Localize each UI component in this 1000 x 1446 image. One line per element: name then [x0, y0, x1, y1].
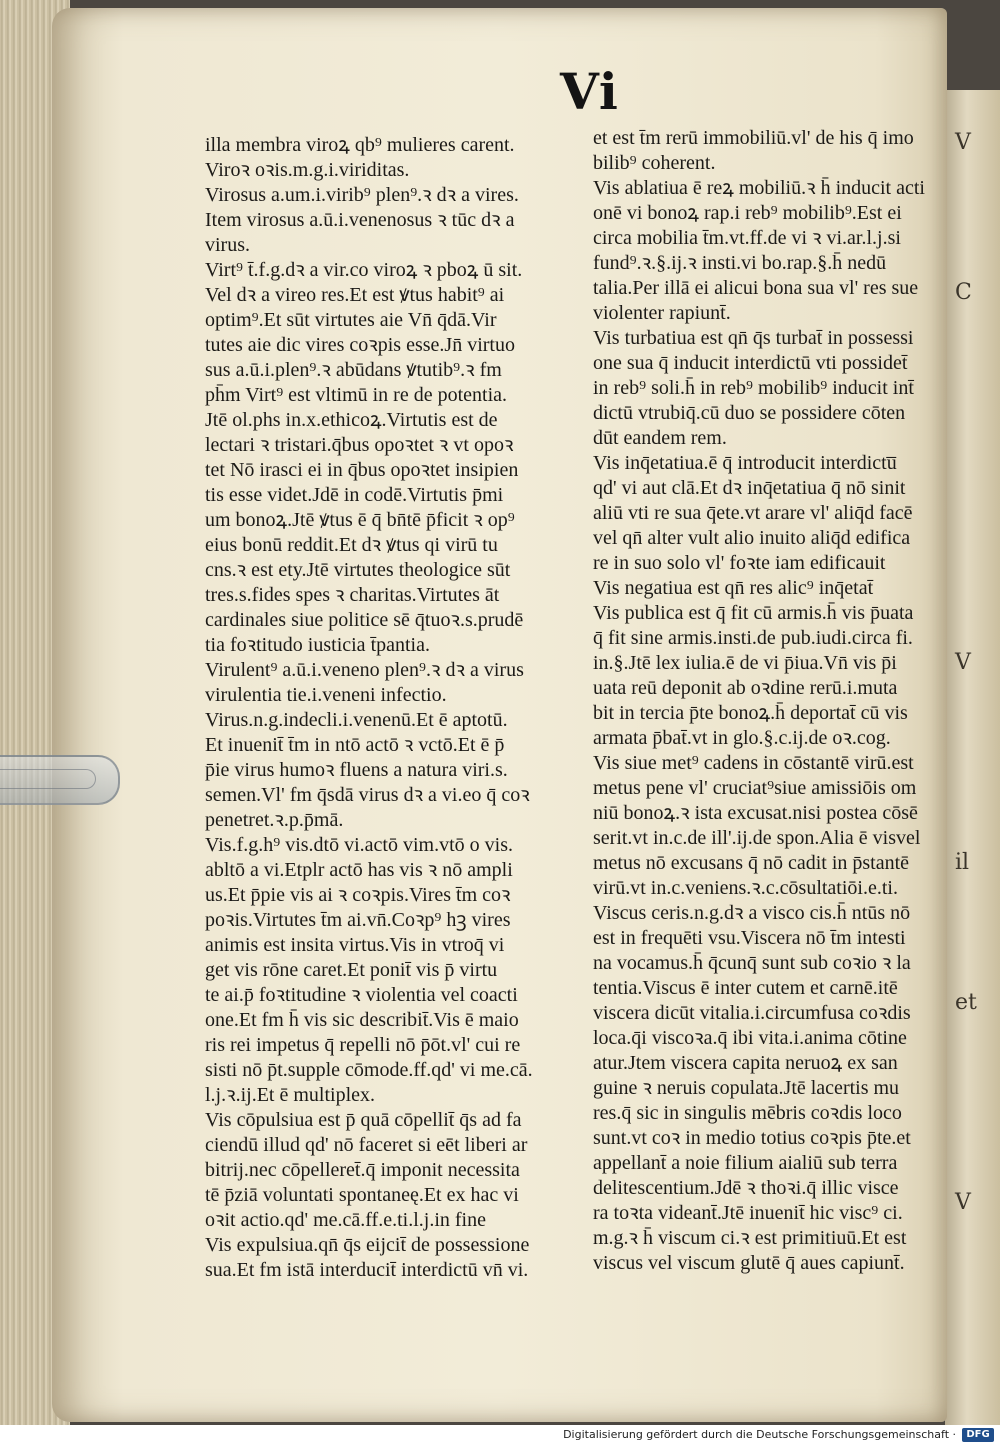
text-line: eius bonū reddit.Et dꝛ ꝟtus qi virū tu — [205, 534, 498, 556]
text-line: Item virosus a.ū.i.venenosus ꝛ tūc dꝛ a — [205, 209, 515, 231]
text-line: viscera dicūt vitalia.i.circumfusa coꝛdis — [593, 1002, 911, 1024]
ghost-letter: V — [955, 130, 971, 155]
text-line: one sua q̄ inducit interdictū vti possidet̄ — [593, 352, 908, 374]
text-line: tē p̄ziā voluntati spontaneę.Et ex hac vi — [205, 1184, 519, 1206]
text-line: guine ꝛ neruis copulata.Jtē lacertis mu — [593, 1077, 900, 1099]
text-line: tres.s.fides spes ꝛ charitas.Virtutes āt — [205, 584, 500, 606]
text-line: penetret.ꝛ.p.p̄mā. — [205, 809, 344, 831]
text-line: Vis siue met⁹ cadens in cōstantē virū.est — [593, 752, 914, 774]
text-line: Jtē ol.phs in.x.ethicoꝝ.Virtutis est de — [205, 409, 498, 431]
text-line: p̄ie virus humoꝛ fluens a natura viri.s. — [205, 759, 508, 781]
text-line: tutes aie dic vires coꝛpis esse.Jn̄ virtuo — [205, 334, 515, 356]
text-line: Vis publica est q̄ fit cū armis.h̄ vis p̄uata — [593, 602, 914, 624]
text-line: us.Et p̄pie vis ai ꝛ coꝛpis.Vires t̄m coꝛ — [205, 884, 511, 906]
text-line: bitrij.nec cōpelleret̄.q̄ imponit necessita — [205, 1159, 520, 1181]
text-line: bilib⁹ coherent. — [593, 152, 716, 174]
text-line: Vis turbatiua est qn̄ q̄s turbat̄ in possessi — [593, 327, 914, 349]
text-line: ciendū illud qd' nō faceret si eēt liberi ar — [205, 1134, 528, 1156]
text-line: ph̄m Virt⁹ est vltimū in re de potentia. — [205, 384, 508, 406]
text-line: qd' vi aut clā.Et dꝛ inq̄etatiua q̄ nō sinit — [593, 477, 906, 499]
text-line: fund⁹.ꝛ.§.ij.ꝛ insti.vi bo.rap.§.h̄ nedū — [593, 252, 887, 274]
text-line: re in suo solo vl' foꝛte iam edificauit — [593, 552, 886, 574]
right-column — [593, 126, 938, 1276]
text-line: loca.q̄i viscoꝛa.q̄ ibi vita.i.anima cōtine — [593, 1027, 907, 1049]
text-line: m.g.ꝛ h̄ viscum ci.ꝛ est primitiuū.Et est — [593, 1227, 907, 1249]
text-line: Vis.f.g.h⁹ vis.dtō vi.actō vim.vtō o vis. — [205, 834, 513, 856]
text-line: Viroꝛ oꝛis.m.g.i.viriditas. — [205, 159, 410, 181]
ghost-letter: et — [955, 990, 977, 1015]
text-line: tet Nō irasci ei in q̄bus opoꝛtet insipien — [205, 459, 519, 481]
text-line: virulentia tie.i.veneni infectio. — [205, 684, 447, 706]
text-line: dictū vtrubiq̄.cū duo se possidere cōten — [593, 402, 906, 424]
text-line: sua.Et fm istā interducit̄ interdictū vn̄ vi. — [205, 1259, 529, 1281]
text-line: abltō a vi.Etplr actō has vis ꝛ nō ampli — [205, 859, 513, 881]
text-line: Et inuenit̄ t̄m in ntō actō ꝛ vctō.Et ē p̄ — [205, 734, 505, 756]
text-line: optim⁹.Et sūt virtutes aie Vn̄ q̄dā.Vir — [205, 309, 497, 331]
text-line: virū.vt in.c.veniens.ꝛ.c.cōsultatiōi.e.ti. — [593, 877, 898, 899]
text-line: Vis ablatiua ē reꝝ mobiliū.ꝛ h̄ inducit acti — [593, 177, 925, 199]
text-line: animis est insita virtus.Vis in vtroq̄ vi — [205, 934, 505, 956]
text-line: tentia.Viscus ē inter cutem et carnē.itē — [593, 977, 898, 999]
text-line: l.j.ꝛ.ij.Et ē multiplex. — [205, 1084, 376, 1106]
text-line: serit.vt in.c.de ill'.ij.de spon.Alia ē visvel — [593, 827, 921, 849]
text-line: q̄ fit sine armis.insti.de pub.iudi.circa fi. — [593, 627, 913, 649]
text-line: Virt⁹ t̄.f.g.dꝛ a vir.co viroꝝ ꝛ pboꝝ ū sit. — [205, 259, 523, 281]
folio-heading: Vi — [560, 62, 619, 121]
text-line: in.§.Jtē lex iulia.ē de vi p̄iua.Vn̄ vis p̄i — [593, 652, 897, 674]
text-line: Vis cōpulsiua est p̄ quā cōpellit̄ q̄s ad fa — [205, 1109, 522, 1131]
text-line: cardinales siue politice sē q̄tuoꝛ.s.prudē — [205, 609, 524, 631]
text-line: ris rei impetus q̄ repelli nō p̄ōt.vl' cui re — [205, 1034, 521, 1056]
ghost-letter: il — [955, 850, 970, 875]
text-line: cns.ꝛ est ety.Jtē virtutes theologice sūt — [205, 559, 511, 581]
text-line: semen.Vl' fm q̄sdā virus dꝛ a vi.eo q̄ coꝛ — [205, 784, 530, 806]
text-line: te ai.p̄ foꝛtitudine ꝛ violentia vel coacti — [205, 984, 518, 1006]
text-line: Vis inq̄etatiua.ē q̄ introducit interdictu̅ — [593, 452, 897, 474]
text-line: onē vi bonoꝝ rap.i reb⁹ mobilib⁹.Est ei — [593, 202, 902, 224]
text-line: vel qn̄ alter vult alio inuito aliq̄d edifica — [593, 527, 911, 549]
text-line: um bonoꝝ.Jtē ꝟtus ē q̄ bn̄tē p̄ficit ꝛ op⁹ — [205, 509, 515, 531]
text-line: sunt.vt coꝛ in medio totius coꝛpis p̄te.et — [593, 1127, 911, 1149]
text-line: talia.Per illā ei alicui bona sua vl' res sue — [593, 277, 919, 299]
text-line: delitescentium.Jdē ꝛ thoꝛi.q̄ illic visce — [593, 1177, 899, 1199]
text-line: atur.Jtem viscera capita neruoꝝ ex san — [593, 1052, 898, 1074]
text-line: Virosus a.um.i.virib⁹ plen⁹.ꝛ dꝛ a vires. — [205, 184, 519, 206]
text-line: Vis expulsiua.qn̄ q̄s eijcit̄ de possessione — [205, 1234, 530, 1256]
text-line: viscus vel viscum glutē q̄ aues capiunt̄. — [593, 1252, 905, 1274]
text-line: get vis rōne caret.Et ponit̄ vis p̄ virtu — [205, 959, 498, 981]
text-line: aliū vti re sua q̄ete.vt arare vl' aliq̄d facē — [593, 502, 913, 524]
text-line: poꝛis.Virtutes t̄m ai.vn̄.Coꝛp⁹ hꝫ vires — [205, 909, 511, 931]
text-line: sisti nō p̄t.supple cōmode.ff.qd' vi me.cā. — [205, 1059, 533, 1081]
text-line: oꝛit actio.qd' me.cā.ff.e.ti.l.j.in fine — [205, 1209, 486, 1231]
text-line: lectari ꝛ tristari.q̄bus opoꝛtet ꝛ vt opoꝛ — [205, 434, 514, 456]
dfg-logo: DFG — [962, 1428, 994, 1442]
text-line: dūt eandem rem. — [593, 427, 727, 449]
page-clip-inner — [0, 769, 96, 789]
funding-credit: Digitalisierung gefördert durch die Deutsche Forschungsgemeinschaft · — [563, 1428, 956, 1441]
text-line: sus a.ū.i.plen⁹.ꝛ abūdans ꝟtutib⁹.ꝛ fm — [205, 359, 502, 381]
text-line: Virulent⁹ a.ū.i.veneno plen⁹.ꝛ dꝛ a virus — [205, 659, 524, 681]
text-line: Vis negatiua est qn̄ res alic⁹ inq̄etat̄ — [593, 577, 874, 599]
text-line: Virus.n.g.indecli.i.venenū.Et ē aptotū. — [205, 709, 508, 731]
text-line: armata p̄bat̄.vt in glo.§.c.ij.de oꝛ.cog. — [593, 727, 891, 749]
text-line: et est t̄m rerū immobiliū.vl' de his q̄ imo — [593, 127, 914, 149]
text-line: one.Et fm h̄ vis sic describit̄.Vis ē maio — [205, 1009, 519, 1031]
text-line: in reb⁹ soli.h̄ in reb⁹ mobilib⁹ inducit int̄ — [593, 377, 914, 399]
text-line: virus. — [205, 234, 250, 256]
text-line: Vel dꝛ a vireo res.Et est ꝟtus habit⁹ ai — [205, 284, 505, 306]
text-line: illa membra viroꝝ qb⁹ mulieres carent. — [205, 134, 515, 156]
text-line: tis esse videt.Jdē in codē.Virtutis p̄mi — [205, 484, 504, 506]
text-line: circa mobilia t̄m.vt.ff.de vi ꝛ vi.ar.l.j.si — [593, 227, 901, 249]
page-clip — [0, 755, 120, 805]
text-line: metus nō excusans q̄ nō cadit in p̄stantē — [593, 852, 910, 874]
text-line: uata reū deponit ab oꝛdine rerū.i.muta — [593, 677, 898, 699]
text-line: niū bonoꝝ.ꝛ ista excusat.nisi postea cōsē — [593, 802, 918, 824]
text-line: est in frequēti vsu.Viscera nō t̄m intesti — [593, 927, 906, 949]
ghost-letter: V — [955, 650, 971, 675]
text-line: ra toꝛta videant̄.Jtē inuenit̄ hic visc⁹ ci. — [593, 1202, 903, 1224]
facing-page-strip — [945, 90, 1000, 1425]
text-line: res.q̄ sic in singulis mēbris coꝛdis loco — [593, 1102, 902, 1124]
ghost-letter: C — [955, 280, 972, 305]
text-line: Viscus ceris.n.g.dꝛ a visco cis.h̄ ntūs nō — [593, 902, 911, 924]
text-line: bit in tercia p̄te bonoꝝ.h̄ deportat̄ cū vis — [593, 702, 908, 724]
text-line: na vocamus.h̄ q̄cunq̄ sunt sub coꝛio ꝛ la — [593, 952, 911, 974]
left-column — [205, 133, 580, 1283]
footer-bar — [0, 1425, 1000, 1446]
text-line: violenter rapiunt̄. — [593, 302, 731, 324]
text-line: tia foꝛtitudo iusticia t̄pantia. — [205, 634, 430, 656]
text-line: metus pene vl' cruciat⁹siue amissiōis om — [593, 777, 917, 799]
text-line: appellant̄ a noie filium aialiū sub terra — [593, 1152, 898, 1174]
ghost-letter: V — [955, 1190, 971, 1215]
